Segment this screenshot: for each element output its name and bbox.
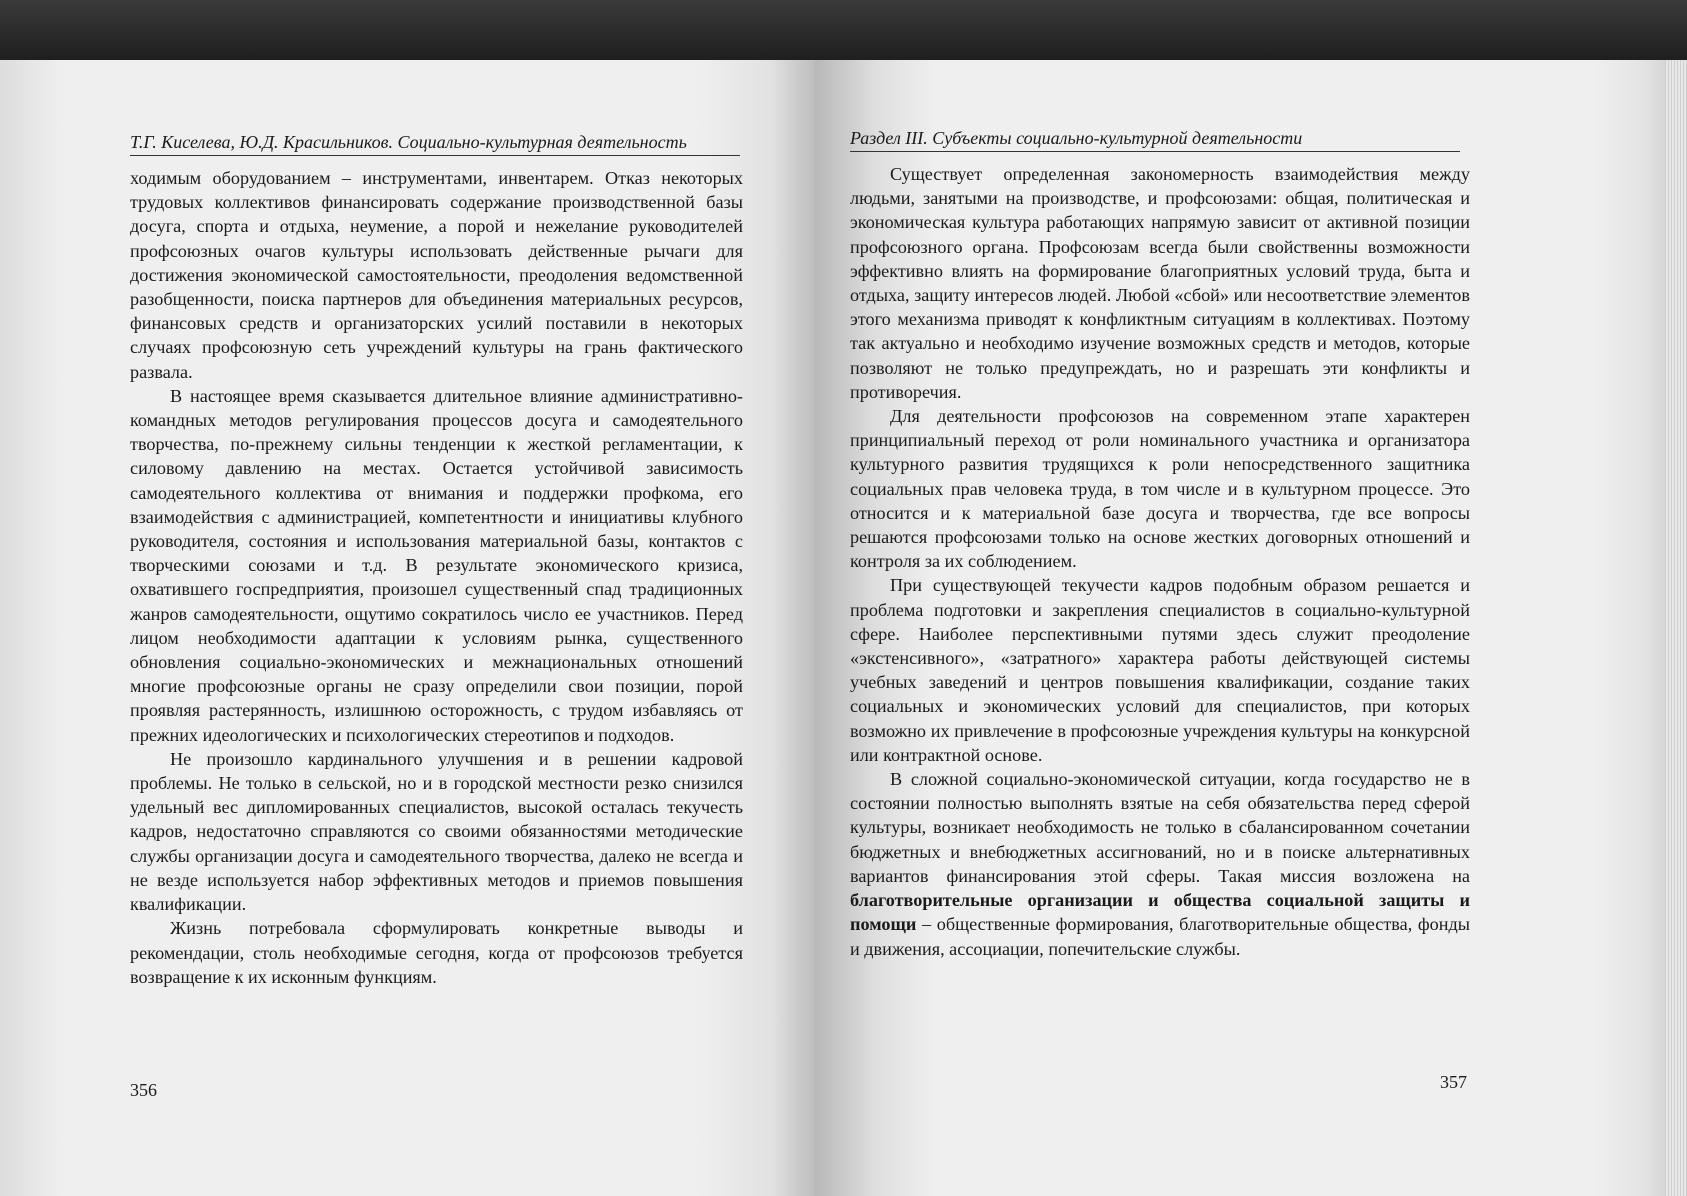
left-paragraph-2: В настоящее время сказывается длительное влияние административно-командных методов регулирования процессов досуга и самодеятельного творчества, по-прежнему сильны тенденции к жесткой регламентации, к силовому давлению на местах. Остается устойчивой зависимость самодеятельного коллектива от внимания и поддержки профкома, его взаимодействия с администрацией, компетентности и инициативы клубного руководителя, состояния и использования материальной базы, контактов с творческими союзами и т.д. В результате экономического кризиса, охватившего госпредприятия, произошел существенный спад традиционных жанров самодеятельности, ощутимо сократилось число ее участников. Перед лицом необходимости адаптации к условиям рынка, существенного обновления социально-экономических и межнациональных отношений многие профсоюзные органы не сразу определили свои позиции, порой проявляя растерянность, излишнюю осторожность, с трудом избавляясь от прежних идеологических и психологических стереотипов и подходов. [130,385,743,745]
right-paragraph-4-lead: В сложной социально-экономической ситуации, когда государство не в состоянии полностью выполнять взятые на себя обязательства перед сферой культуры, возникает необходимость не только в сбалансированном сочетании бюджетных и внебюджетных ассигнований, но и в поиске альтернативных вариантов финансирования этой сферы. Такая миссия возложена на [850,769,1470,886]
right-paragraph-1: Существует определенная закономерность взаимодействия между людьми, занятыми на производстве, и профсоюзами: общая, политическая и экономическая культура работающих напрямую зависит от активной позиции профсоюзного органа. Профсоюзам всегда были свойственны возможности эффективно влиять на формирование благоприятных условий труда, быта и отдыха, защиту интересов людей. Любой «сбой» или несоответствие элементов этого механизма приводят к конфликтным ситуациям в коллективах. Поэтому так актуально и необходимо изучение возможных средств и методов, которые позволяют не только предупреждать, но и разрешать эти конфликты и противоречия. [850,164,1470,402]
right-page-number: 357 [1440,1072,1467,1092]
right-paragraph-4-emphasis: благотворительные организации и общества социальной защиты и помощи [850,890,1470,935]
right-page-body [850,162,1470,961]
left-paragraph-4: Жизнь потребовала сформулировать конкретные выводы и рекомендации, столь необходимые сегодня, когда от профсоюзов требуется возвращение к их исконным функциям. [130,918,743,987]
left-page-body [130,166,743,989]
right-paragraph-4 [850,767,1470,961]
right-page [815,60,1687,1196]
left-page [0,60,815,1196]
left-running-head: Т.Г. Киселева, Ю.Д. Красильников. Социально-культурная деятельность [130,132,740,156]
page-edges [1665,60,1687,1196]
left-paragraph-1: ходимым оборудованием – инструментами, инвентарем. Отказ некоторых трудовых коллективов финансировать содержание производственной базы досуга, спорта и отдыха, неумение, а порой и нежелание руководителей профсоюзных очагов культуры использовать действенные рычаги для достижения экономической самостоятельности, преодоления ведомственной разобщенности, поиска партнеров для объединения материальных ресурсов, финансовых средств и организаторских усилий поставили в некоторых случаях профсоюзную сеть учреждений культуры на грань фактического развала. [130,168,743,382]
right-paragraph-2: Для деятельности профсоюзов на современном этапе характерен принципиальный переход от роли номинального участника и организатора культурного развития трудящихся к роли непосредственного защитника социальных прав человека труда, в том числе и в культурном процессе. Это относится и к материальной базе досуга и творчества, где все вопросы решаются профсоюзами только на основе жестких договорных отношений и контроля за их соблюдением. [850,406,1470,572]
left-paragraph-3: Не произошло кардинального улучшения и в решении кадровой проблемы. Не только в сельской, но и в городской местности резко снизился удельный вес дипломированных специалистов, высокой осталась текучесть кадров, недостаточно справляются со своими обязанностями методические службы организации досуга и самодеятельного творчества, далеко не всегда и не везде используется набор эффективных методов и приемов повышения квалификации. [130,748,743,915]
right-paragraph-4-tail: – общественные формирования, благотворительные общества, фонды и движения, ассоциации, попечительские службы. [850,914,1470,959]
left-page-number: 356 [130,1080,157,1100]
right-running-head: Раздел III. Субъекты социально-культурной деятельности [850,128,1460,152]
right-paragraph-3: При существующей текучести кадров подобным образом решается и проблема подготовки и закрепления специалистов в социально-культурной сфере. Наиболее перспективными путями здесь служит преодоление «экстенсивного», «затратного» характера работы действующей системы учебных заведений и центров повышения квалификации, создание таких социальных и экономических условий для специалистов, при которых возможно их привлечение в профсоюзные учреждения культуры на конкурсной или контрактной основе. [850,575,1470,765]
